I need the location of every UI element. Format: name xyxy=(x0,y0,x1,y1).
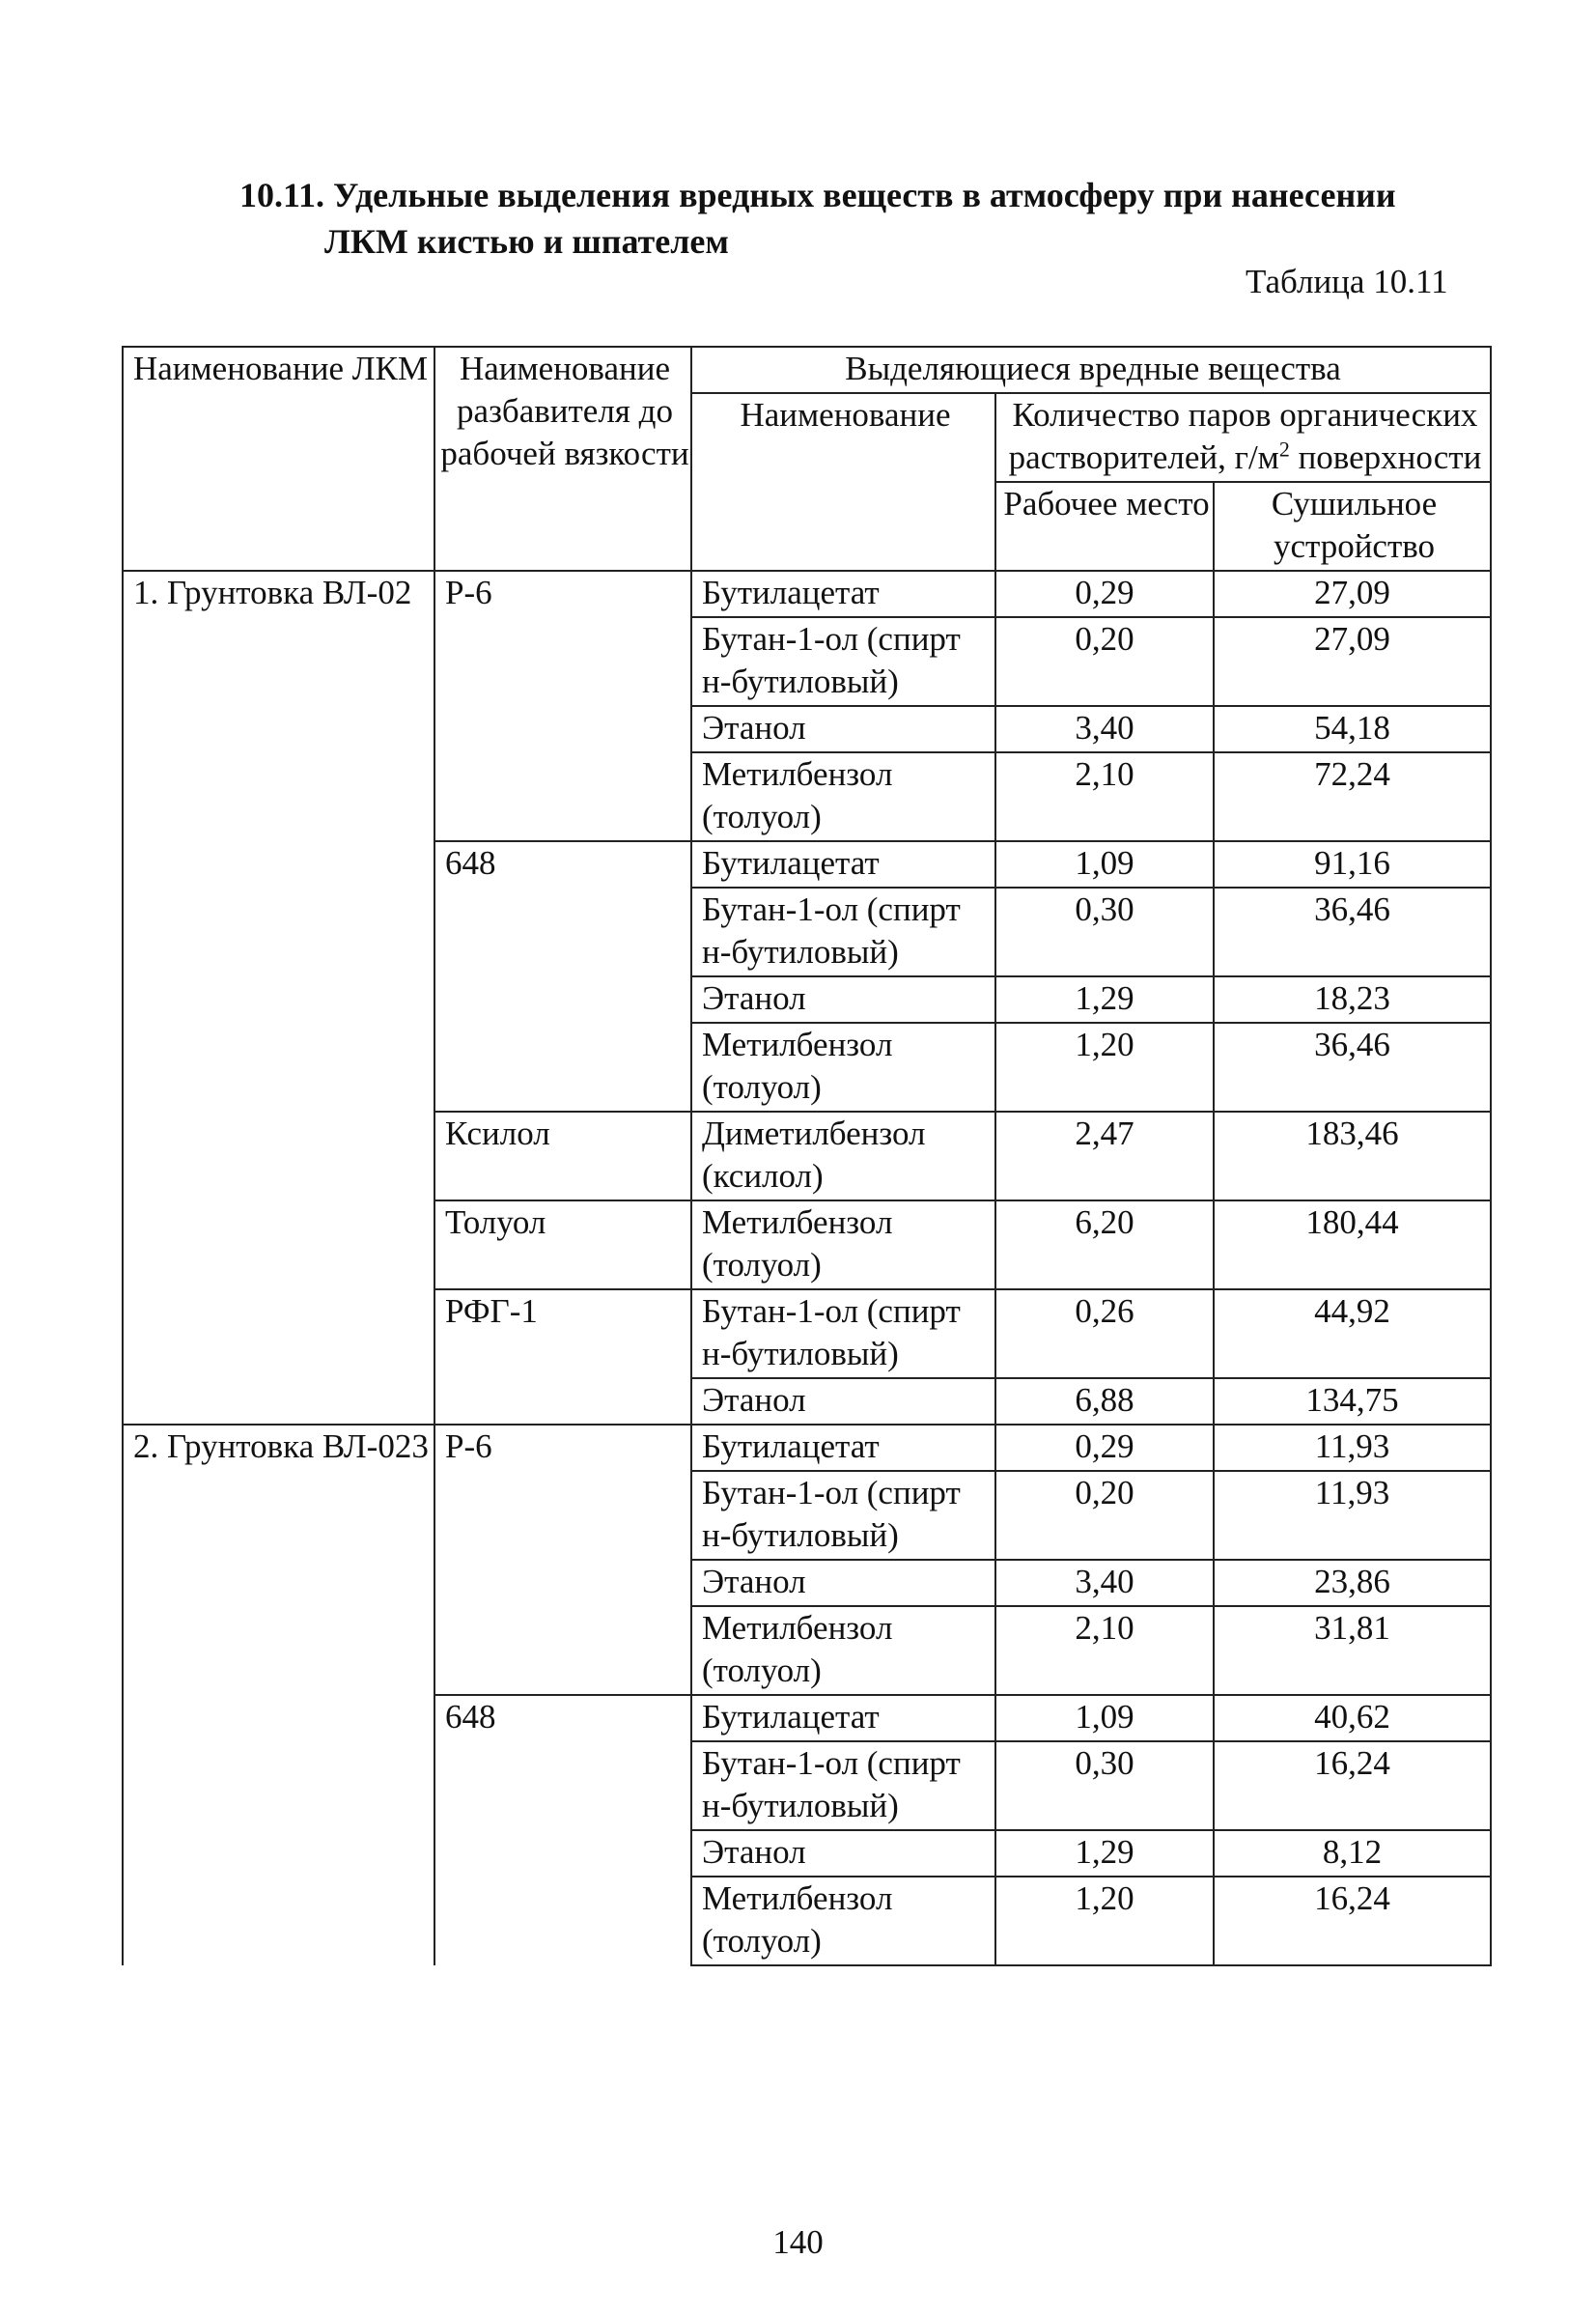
cell-solvent xyxy=(434,1877,691,1965)
cell-solvent xyxy=(434,1378,691,1425)
cell-lkm xyxy=(123,1471,434,1560)
table-row xyxy=(123,888,1491,976)
cell-dryer: 134,75 xyxy=(1214,1378,1491,1425)
table-row xyxy=(123,1606,1491,1695)
cell-workplace: 3,40 xyxy=(995,1560,1214,1606)
cell-workplace: 1,20 xyxy=(995,1877,1214,1965)
cell-lkm xyxy=(123,706,434,752)
cell-solvent xyxy=(434,1023,691,1112)
cell-solvent xyxy=(434,706,691,752)
table-row xyxy=(123,752,1491,841)
cell-substance: Этанол xyxy=(691,976,995,1023)
cell-substance: Бутилацетат xyxy=(691,1695,995,1741)
cell-lkm xyxy=(123,1741,434,1830)
cell-dryer: 36,46 xyxy=(1214,888,1491,976)
cell-workplace: 3,40 xyxy=(995,706,1214,752)
cell-dryer: 36,46 xyxy=(1214,1023,1491,1112)
section-title xyxy=(239,172,1495,265)
emissions-table xyxy=(122,346,1492,1966)
cell-substance: Метилбензол (толуол) xyxy=(691,1606,995,1695)
cell-dryer: 23,86 xyxy=(1214,1560,1491,1606)
cell-substance: Бутилацетат xyxy=(691,1425,995,1471)
cell-dryer: 11,93 xyxy=(1214,1471,1491,1560)
table-row xyxy=(123,1830,1491,1877)
cell-solvent: РФГ-1 xyxy=(434,1289,691,1378)
cell-substance: Метилбензол (толуол) xyxy=(691,1200,995,1289)
cell-lkm xyxy=(123,1289,434,1378)
header-amount-tail: поверхности xyxy=(1289,438,1482,476)
header-amount xyxy=(995,393,1491,482)
header-solvent: Наименование разбавителя до рабочей вязкости xyxy=(434,347,691,571)
table-row xyxy=(123,1425,1491,1471)
cell-solvent xyxy=(434,617,691,706)
cell-substance: Метилбензол (толуол) xyxy=(691,1877,995,1965)
cell-workplace: 0,20 xyxy=(995,617,1214,706)
cell-solvent: Р-6 xyxy=(434,1425,691,1471)
cell-lkm xyxy=(123,1112,434,1200)
cell-dryer: 16,24 xyxy=(1214,1877,1491,1965)
cell-lkm xyxy=(123,1023,434,1112)
cell-workplace: 1,29 xyxy=(995,1830,1214,1877)
cell-substance: Этанол xyxy=(691,706,995,752)
cell-lkm xyxy=(123,617,434,706)
cell-lkm xyxy=(123,841,434,888)
header-amount-text: Количество паров органических растворителей, г/м xyxy=(1008,396,1478,476)
header-dryer: Сушильное устройство xyxy=(1214,482,1491,571)
cell-lkm xyxy=(123,976,434,1023)
table-row xyxy=(123,1289,1491,1378)
cell-lkm: 1. Грунтовка ВЛ-02 xyxy=(123,571,434,617)
cell-lkm xyxy=(123,1200,434,1289)
cell-substance: Этанол xyxy=(691,1560,995,1606)
cell-dryer: 183,46 xyxy=(1214,1112,1491,1200)
section-title-line1: 10.11. Удельные выделения вредных веществ в атмосферу при нанесении xyxy=(239,176,1396,214)
table-row xyxy=(123,841,1491,888)
cell-workplace: 0,29 xyxy=(995,1425,1214,1471)
cell-lkm xyxy=(123,1606,434,1695)
cell-dryer: 31,81 xyxy=(1214,1606,1491,1695)
cell-dryer: 180,44 xyxy=(1214,1200,1491,1289)
cell-workplace: 2,10 xyxy=(995,1606,1214,1695)
page-number: 140 xyxy=(772,2223,824,2261)
cell-workplace: 0,20 xyxy=(995,1471,1214,1560)
cell-dryer: 11,93 xyxy=(1214,1425,1491,1471)
cell-substance: Бутилацетат xyxy=(691,571,995,617)
cell-substance: Бутилацетат xyxy=(691,841,995,888)
cell-solvent: Толуол xyxy=(434,1200,691,1289)
cell-workplace: 2,10 xyxy=(995,752,1214,841)
cell-solvent: Р-6 xyxy=(434,571,691,617)
table-row xyxy=(123,976,1491,1023)
cell-substance: Бутан-1-ол (спирт н-бутиловый) xyxy=(691,1471,995,1560)
table-row xyxy=(123,1378,1491,1425)
cell-workplace: 1,20 xyxy=(995,1023,1214,1112)
cell-workplace: 2,47 xyxy=(995,1112,1214,1200)
table-row xyxy=(123,1877,1491,1965)
cell-solvent xyxy=(434,1471,691,1560)
cell-solvent xyxy=(434,1606,691,1695)
header-workplace: Рабочее место xyxy=(995,482,1214,571)
cell-lkm xyxy=(123,1560,434,1606)
cell-lkm xyxy=(123,1830,434,1877)
table-row xyxy=(123,1023,1491,1112)
table-row xyxy=(123,1560,1491,1606)
table-row xyxy=(123,706,1491,752)
cell-dryer: 91,16 xyxy=(1214,841,1491,888)
cell-workplace: 6,20 xyxy=(995,1200,1214,1289)
header-amount-sup: 2 xyxy=(1278,437,1290,462)
cell-lkm xyxy=(123,888,434,976)
table-label: Таблица 10.11 xyxy=(1246,263,1448,300)
cell-lkm xyxy=(123,752,434,841)
cell-substance: Метилбензол (толуол) xyxy=(691,752,995,841)
header-emitted: Выделяющиеся вредные вещества xyxy=(691,347,1491,393)
cell-dryer: 18,23 xyxy=(1214,976,1491,1023)
cell-dryer: 72,24 xyxy=(1214,752,1491,841)
table-row xyxy=(123,617,1491,706)
cell-substance: Диметилбензол (ксилол) xyxy=(691,1112,995,1200)
cell-dryer: 40,62 xyxy=(1214,1695,1491,1741)
table-row xyxy=(123,571,1491,617)
table-row xyxy=(123,1695,1491,1741)
cell-substance: Бутан-1-ол (спирт н-бутиловый) xyxy=(691,1741,995,1830)
cell-solvent xyxy=(434,1560,691,1606)
cell-lkm xyxy=(123,1378,434,1425)
cell-dryer: 16,24 xyxy=(1214,1741,1491,1830)
table-row xyxy=(123,1471,1491,1560)
cell-workplace: 1,09 xyxy=(995,841,1214,888)
cell-dryer: 44,92 xyxy=(1214,1289,1491,1378)
cell-substance: Бутан-1-ол (спирт н-бутиловый) xyxy=(691,888,995,976)
header-lkm: Наименование ЛКМ xyxy=(123,347,434,571)
cell-solvent xyxy=(434,976,691,1023)
cell-dryer: 8,12 xyxy=(1214,1830,1491,1877)
cell-solvent: Ксилол xyxy=(434,1112,691,1200)
header-substance-name: Наименование xyxy=(691,393,995,571)
cell-lkm: 2. Грунтовка ВЛ-023 xyxy=(123,1425,434,1471)
cell-workplace: 0,30 xyxy=(995,888,1214,976)
cell-workplace: 0,26 xyxy=(995,1289,1214,1378)
cell-solvent xyxy=(434,888,691,976)
table-row xyxy=(123,1112,1491,1200)
cell-substance: Этанол xyxy=(691,1378,995,1425)
cell-lkm xyxy=(123,1877,434,1965)
cell-solvent: 648 xyxy=(434,841,691,888)
cell-substance: Бутан-1-ол (спирт н-бутиловый) xyxy=(691,617,995,706)
cell-dryer: 27,09 xyxy=(1214,571,1491,617)
cell-solvent xyxy=(434,1741,691,1830)
cell-lkm xyxy=(123,1695,434,1741)
cell-substance: Этанол xyxy=(691,1830,995,1877)
table-row xyxy=(123,1741,1491,1830)
cell-workplace: 1,29 xyxy=(995,976,1214,1023)
cell-substance: Метилбензол (толуол) xyxy=(691,1023,995,1112)
cell-solvent xyxy=(434,1830,691,1877)
cell-solvent: 648 xyxy=(434,1695,691,1741)
cell-workplace: 0,30 xyxy=(995,1741,1214,1830)
cell-workplace: 0,29 xyxy=(995,571,1214,617)
cell-workplace: 1,09 xyxy=(995,1695,1214,1741)
cell-dryer: 54,18 xyxy=(1214,706,1491,752)
cell-dryer: 27,09 xyxy=(1214,617,1491,706)
section-title-line2: ЛКМ кистью и шпателем xyxy=(324,222,729,261)
table-row xyxy=(123,1200,1491,1289)
cell-solvent xyxy=(434,752,691,841)
cell-workplace: 6,88 xyxy=(995,1378,1214,1425)
cell-substance: Бутан-1-ол (спирт н-бутиловый) xyxy=(691,1289,995,1378)
